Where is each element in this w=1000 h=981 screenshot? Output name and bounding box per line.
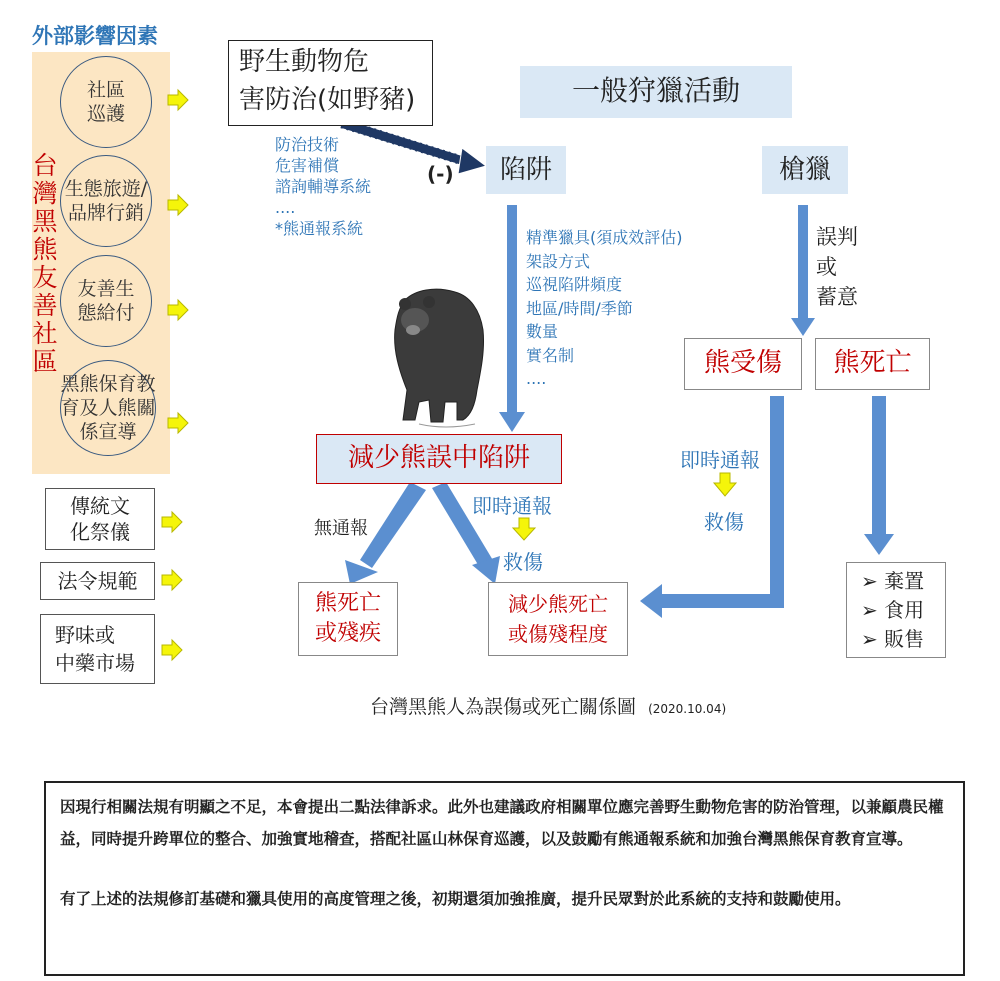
bear-illustration bbox=[395, 289, 484, 427]
trap-box bbox=[486, 146, 566, 194]
trap-detail-item: 架設方式 bbox=[526, 251, 591, 271]
notes-box bbox=[44, 781, 965, 976]
reduce-trap-box bbox=[316, 434, 562, 484]
arrow-bullet-icon: ➢ bbox=[861, 598, 885, 622]
circle-label: 友善生 態給付 bbox=[77, 278, 135, 324]
instant-report-label: 即時通報 bbox=[472, 494, 552, 518]
outcome-list-box bbox=[846, 562, 946, 658]
trap-details bbox=[526, 226, 683, 391]
outcome-text: 棄置 bbox=[884, 569, 925, 593]
yellow-arrow bbox=[168, 90, 188, 110]
yellow-down-arrow bbox=[714, 473, 736, 496]
trap-detail-item: 地區/時間/季節 bbox=[526, 298, 633, 318]
yellow-arrow bbox=[168, 300, 188, 320]
bear-injured-box bbox=[684, 338, 802, 390]
gun-notes: 誤判 或 蓄意 bbox=[816, 225, 858, 309]
prevention-item: 危害補償 bbox=[275, 156, 340, 175]
gun-hunting-box bbox=[762, 146, 848, 194]
trap-label: 陷阱 bbox=[499, 155, 552, 185]
circle-label: 生態旅遊/ 品牌行銷 bbox=[64, 178, 148, 224]
yellow-arrow bbox=[162, 512, 182, 532]
outcome-text: 食用 bbox=[884, 598, 925, 622]
trap-detail-item: 巡視陷阱頻度 bbox=[526, 275, 623, 294]
prevention-item: .... bbox=[275, 198, 296, 217]
gun-hunting-label: 槍獵 bbox=[778, 155, 831, 185]
diagram-caption bbox=[370, 692, 726, 719]
prevention-list bbox=[275, 134, 371, 239]
prevention-item: *熊通報系統 bbox=[275, 219, 364, 238]
no-report-label: 無通報 bbox=[314, 518, 368, 539]
arrow-bullet-icon: ➢ bbox=[861, 627, 885, 651]
minus-label: (-) bbox=[427, 162, 454, 186]
trap-detail-item: 精準獵具(須成效評估) bbox=[526, 228, 683, 247]
yellow-arrow bbox=[162, 570, 182, 590]
notes-paragraph: 有了上述的法規修訂基礎和獵具使用的高度管理之後，初期還須加強推廣，提升民眾對於此系統的支持和鼓勵使用。 bbox=[60, 890, 851, 908]
outcome-list-item bbox=[861, 596, 945, 625]
rescue-label: 救傷 bbox=[503, 550, 543, 574]
trap-detail-item: 數量 bbox=[526, 322, 559, 341]
caption-date: (2020.10.04) bbox=[648, 702, 727, 716]
community-label: 台灣黑熊友善社區 bbox=[29, 152, 58, 376]
bear-dead-box bbox=[815, 338, 930, 390]
circle-label: 黑熊保育教 育及人熊關 係宣導 bbox=[60, 373, 156, 443]
outcome-reduce-label: 減少熊死亡 或傷殘程度 bbox=[508, 592, 608, 646]
yellow-arrow bbox=[168, 195, 188, 215]
outcome-list-item bbox=[861, 567, 945, 596]
bear-dead-label: 熊死亡 bbox=[833, 348, 912, 378]
outcome-dead-disabled-box bbox=[298, 582, 398, 656]
bear-injured-label: 熊受傷 bbox=[703, 348, 782, 378]
prevention-item: 諮詢輔導系統 bbox=[275, 177, 372, 196]
general-hunting-label: 一般狩獵活動 bbox=[571, 74, 740, 107]
circle-label: 社區 巡護 bbox=[86, 79, 125, 125]
wildlife-damage-label: 野生動物危 害防治(如野豬) bbox=[239, 47, 416, 115]
outcome-reduce-box bbox=[488, 582, 628, 656]
arrow-bullet-icon: ➢ bbox=[861, 569, 885, 593]
reduce-trap-label: 減少熊誤中陷阱 bbox=[347, 443, 530, 473]
trap-detail-item: .... bbox=[526, 369, 547, 388]
trap-down-arrow bbox=[499, 205, 525, 432]
caption-title: 台灣黑熊人為誤傷或死亡關係圖 bbox=[370, 696, 637, 718]
dead-down-arrow bbox=[864, 396, 894, 555]
general-hunting-box bbox=[520, 66, 792, 118]
yellow-down-arrow bbox=[513, 518, 535, 540]
notes-paragraph: 因現行相關法規有明顯之不足，本會提出二點法律訴求。此外也建議政府相關單位應完善野生動物危害的防治管理，以兼顧農民權益，同時提升跨單位的整合、加強實地稽查，搭配社區山林保育巡護，以及鼓勵有熊通報系統和加強台灣黑熊保育教育宣導。 bbox=[60, 798, 944, 848]
prevention-item: 防治技術 bbox=[275, 135, 340, 154]
external-factors-title: 外部影響因素 bbox=[32, 24, 158, 48]
rescue-label: 救傷 bbox=[704, 510, 744, 534]
wildlife-damage-box bbox=[228, 40, 433, 126]
box-label: 法令規範 bbox=[57, 569, 138, 593]
instant-report-label: 即時通報 bbox=[680, 448, 760, 472]
outcome-text: 販售 bbox=[884, 627, 925, 651]
box-label: 傳統文 化祭儀 bbox=[70, 494, 130, 544]
trap-detail-item: 實名制 bbox=[526, 345, 575, 365]
outcome-dead-disabled-label: 熊死亡 或殘疾 bbox=[314, 591, 381, 646]
gun-down-arrow bbox=[791, 205, 815, 336]
yellow-arrow bbox=[168, 413, 188, 433]
yellow-arrow bbox=[162, 640, 182, 660]
outcome-list-item bbox=[861, 625, 945, 654]
box-label: 野味或 中藥市場 bbox=[55, 623, 135, 675]
